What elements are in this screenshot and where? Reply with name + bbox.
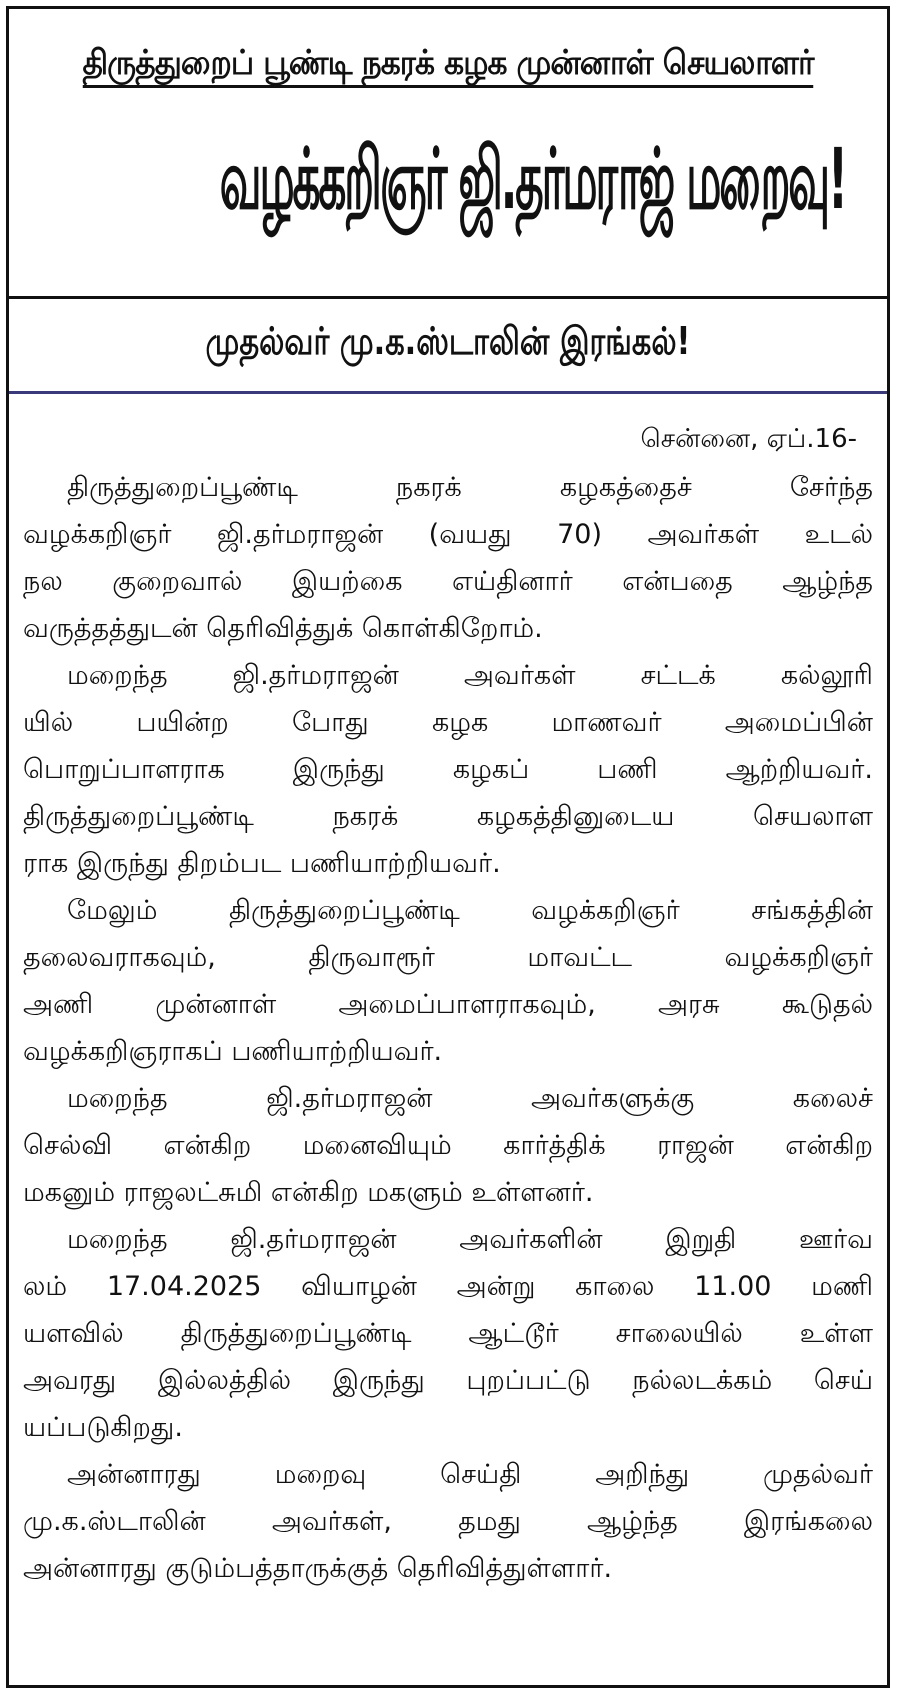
article-line: யப்படுகிறது. — [23, 1412, 183, 1443]
kicker-text: திருத்துறைப் பூண்டி நகரக் கழக முன்னாள் செயலாளர் — [82, 43, 813, 88]
main-headline: வழக்கறிஞர் ஜி.தர்மராஜ் மறைவு! — [219, 130, 846, 228]
article-line: அன்னாரது மறைவு செய்தி அறிந்து முதல்வர் — [67, 1459, 873, 1490]
article-line: அன்னாரது குடும்பத்தாருக்குத் தெரிவித்துள்ளார். — [23, 1553, 613, 1584]
article-line: மறைந்த ஜி.தர்மராஜன் அவர்களின் இறுதி ஊர்வ — [67, 1224, 873, 1255]
article-line: ராக இருந்து திறம்பட பணியாற்றியவர். — [23, 848, 501, 879]
article-line: மேலும் திருத்துறைப்பூண்டி வழக்கறிஞர் சங்கத்தின் — [67, 895, 873, 926]
article-line: செல்வி என்கிற மனைவியும் கார்த்திக் ராஜன் என்கிற — [23, 1130, 873, 1161]
article-line: யில் பயின்ற போது கழக மாணவர் அமைப்பின் — [23, 707, 873, 738]
article-line: மறைந்த ஜி.தர்மராஜன் அவர்கள் சட்டக் கல்லூரி — [67, 660, 873, 691]
article-line: வருத்தத்துடன் தெரிவித்துக் கொள்கிறோம். — [23, 613, 543, 644]
headline-box — [9, 9, 887, 299]
article-line: தலைவராகவும், திருவாரூர் மாவட்ட வழக்கறிஞர் — [23, 942, 873, 973]
article-line: மகனும் ராஜலட்சுமி என்கிற மகளும் உள்ளனர். — [23, 1177, 594, 1208]
article-line: யளவில் திருத்துறைப்பூண்டி ஆட்டூர் சாலையில் உள்ள — [23, 1318, 873, 1349]
dateline: சென்னை, ஏப்.16- — [640, 424, 857, 454]
article-line: லம் 17.04.2025 வியாழன் அன்று காலை 11.00 மணி — [23, 1271, 873, 1302]
article-line: பொறுப்பாளராக இருந்து கழகப் பணி ஆற்றியவர். — [23, 754, 873, 785]
article-line: அவரது இல்லத்தில் இருந்து புறப்பட்டு நல்லடக்கம் செய் — [23, 1365, 873, 1396]
article-line: திருத்துறைப்பூண்டி நகரக் கழகத்தைச் சேர்ந்த — [67, 472, 873, 503]
article-line: திருத்துறைப்பூண்டி நகரக் கழகத்தினுடைய செயலாள — [23, 801, 873, 832]
article-line: அணி முன்னாள் அமைப்பாளராகவும், அரசு கூடுதல் — [23, 989, 873, 1020]
subheadline: முதல்வர் மு.க.ஸ்டாலின் இரங்கல்! — [205, 319, 691, 363]
article-line: மு.க.ஸ்டாலின் அவர்கள், தமது ஆழ்ந்த இரங்கலை — [23, 1506, 873, 1537]
subheadline-box — [9, 299, 887, 394]
article-body — [9, 414, 887, 1592]
article-line: வழக்கறிஞராகப் பணியாற்றியவர். — [23, 1036, 443, 1067]
news-clipping-frame — [6, 6, 890, 1688]
article-line: வழக்கறிஞர் ஜி.தர்மராஜன் (வயது 70) அவர்கள் உடல் — [23, 519, 873, 550]
article-line: மறைந்த ஜி.தர்மராஜன் அவர்களுக்கு கலைச் — [67, 1083, 873, 1114]
kicker-line — [44, 43, 852, 87]
article-line: நல குறைவால் இயற்கை எய்தினார் என்பதை ஆழ்ந்த — [23, 566, 873, 597]
